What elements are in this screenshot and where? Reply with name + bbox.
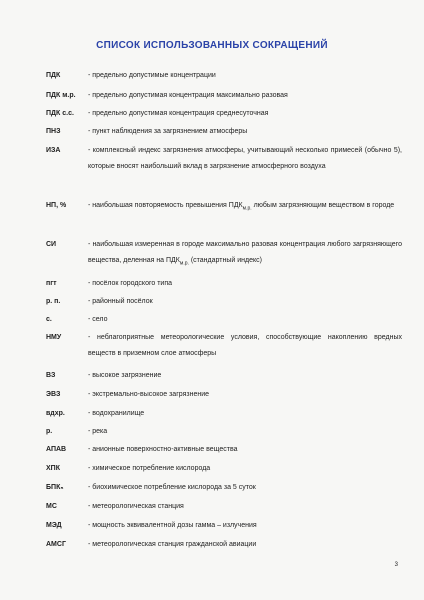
- abbreviation-term: СИ: [46, 241, 57, 248]
- abbreviation-definition: - село: [88, 316, 108, 323]
- page-title: СПИСОК ИСПОЛЬЗОВАННЫХ СОКРАЩЕНИЙ: [96, 40, 328, 51]
- abbreviation-definition: - предельно допустимая концентрация среднесуточная: [88, 110, 269, 117]
- abbreviation-term: ПНЗ: [46, 128, 61, 135]
- abbreviation-term: ЭВЗ: [46, 391, 61, 398]
- abbreviation-definition: - высокое загрязнение: [88, 372, 162, 379]
- abbreviation-term: АМСГ: [46, 541, 66, 548]
- abbreviation-term: с.: [46, 316, 52, 323]
- page-number: 3: [394, 562, 398, 568]
- abbreviation-term: АПАВ: [46, 446, 67, 453]
- abbreviation-definition: - наибольшая измеренная в городе максимально разовая концентрация любого загрязняющего вещества, деленная на $ПДК_{м.р.}$ (стандартный индекс): [88, 241, 402, 267]
- abbreviation-term: ВЗ: [46, 372, 56, 379]
- abbreviation-term: ИЗА: [46, 147, 61, 154]
- abbreviation-definition: - метеорологическая станция гражданской авиации: [88, 541, 257, 548]
- abbreviation-definition: - метеорологическая станция: [88, 503, 184, 510]
- abbreviation-definition: - пункт наблюдения за загрязнением атмосферы: [88, 128, 248, 135]
- abbreviation-definition: - река: [88, 428, 108, 435]
- abbreviation-term: ХПК: [46, 465, 60, 472]
- abbreviation-term: ПДК м.р.: [46, 92, 76, 99]
- abbreviation-term: НП, %: [46, 202, 67, 209]
- abbreviation-term: р. п.: [46, 298, 61, 305]
- abbreviation-definition: - районный посёлок: [88, 298, 153, 305]
- abbreviation-term: пгт: [46, 280, 57, 287]
- abbreviation-term: вдхр.: [46, 410, 65, 417]
- abbreviation-definition: - наибольшая повторяемость превышения $ПДК_{м.р.}$ любым загрязняющим веществом в городе: [88, 202, 395, 212]
- abbreviation-definition: - неблагоприятные метеорологические условия, способствующие накоплению вредных веществ в приземном слое атмосферы: [88, 334, 402, 357]
- abbreviation-definition: - анионные поверхностно-активные вещества: [88, 446, 238, 453]
- abbreviation-term: ПДК: [46, 72, 61, 79]
- abbreviation-term: ПДК с.с.: [46, 110, 74, 117]
- abbreviation-definition: - биохимическое потребление кислорода за 5 суток: [88, 484, 256, 491]
- abbreviation-term: МЭД: [46, 522, 62, 529]
- abbreviation-term: НМУ: [46, 334, 62, 341]
- abbreviation-definition: - химическое потребление кислорода: [88, 465, 211, 472]
- abbreviation-definition: - комплексный индекс загрязнения атмосферы, учитывающий несколько примесей (обычно 5), которые вносят наибольший вклад в загрязнение атмосферного воздуха: [88, 147, 402, 170]
- abbreviation-definition: - посёлок городского типа: [88, 280, 172, 287]
- abbreviation-term: БПК₅: [46, 484, 64, 491]
- abbreviation-definition: - мощность эквивалентной дозы гамма – излучения: [88, 522, 257, 529]
- abbreviation-definition: - предельно допустимые концентрации: [88, 72, 216, 79]
- abbreviation-term: р.: [46, 428, 53, 435]
- abbreviation-definition: - предельно допустимая концентрация максимально разовая: [88, 92, 288, 99]
- abbreviation-definition: - экстремально-высокое загрязнение: [88, 391, 209, 398]
- abbreviation-term: МС: [46, 503, 57, 510]
- abbreviation-definition: - водохранилище: [88, 410, 145, 417]
